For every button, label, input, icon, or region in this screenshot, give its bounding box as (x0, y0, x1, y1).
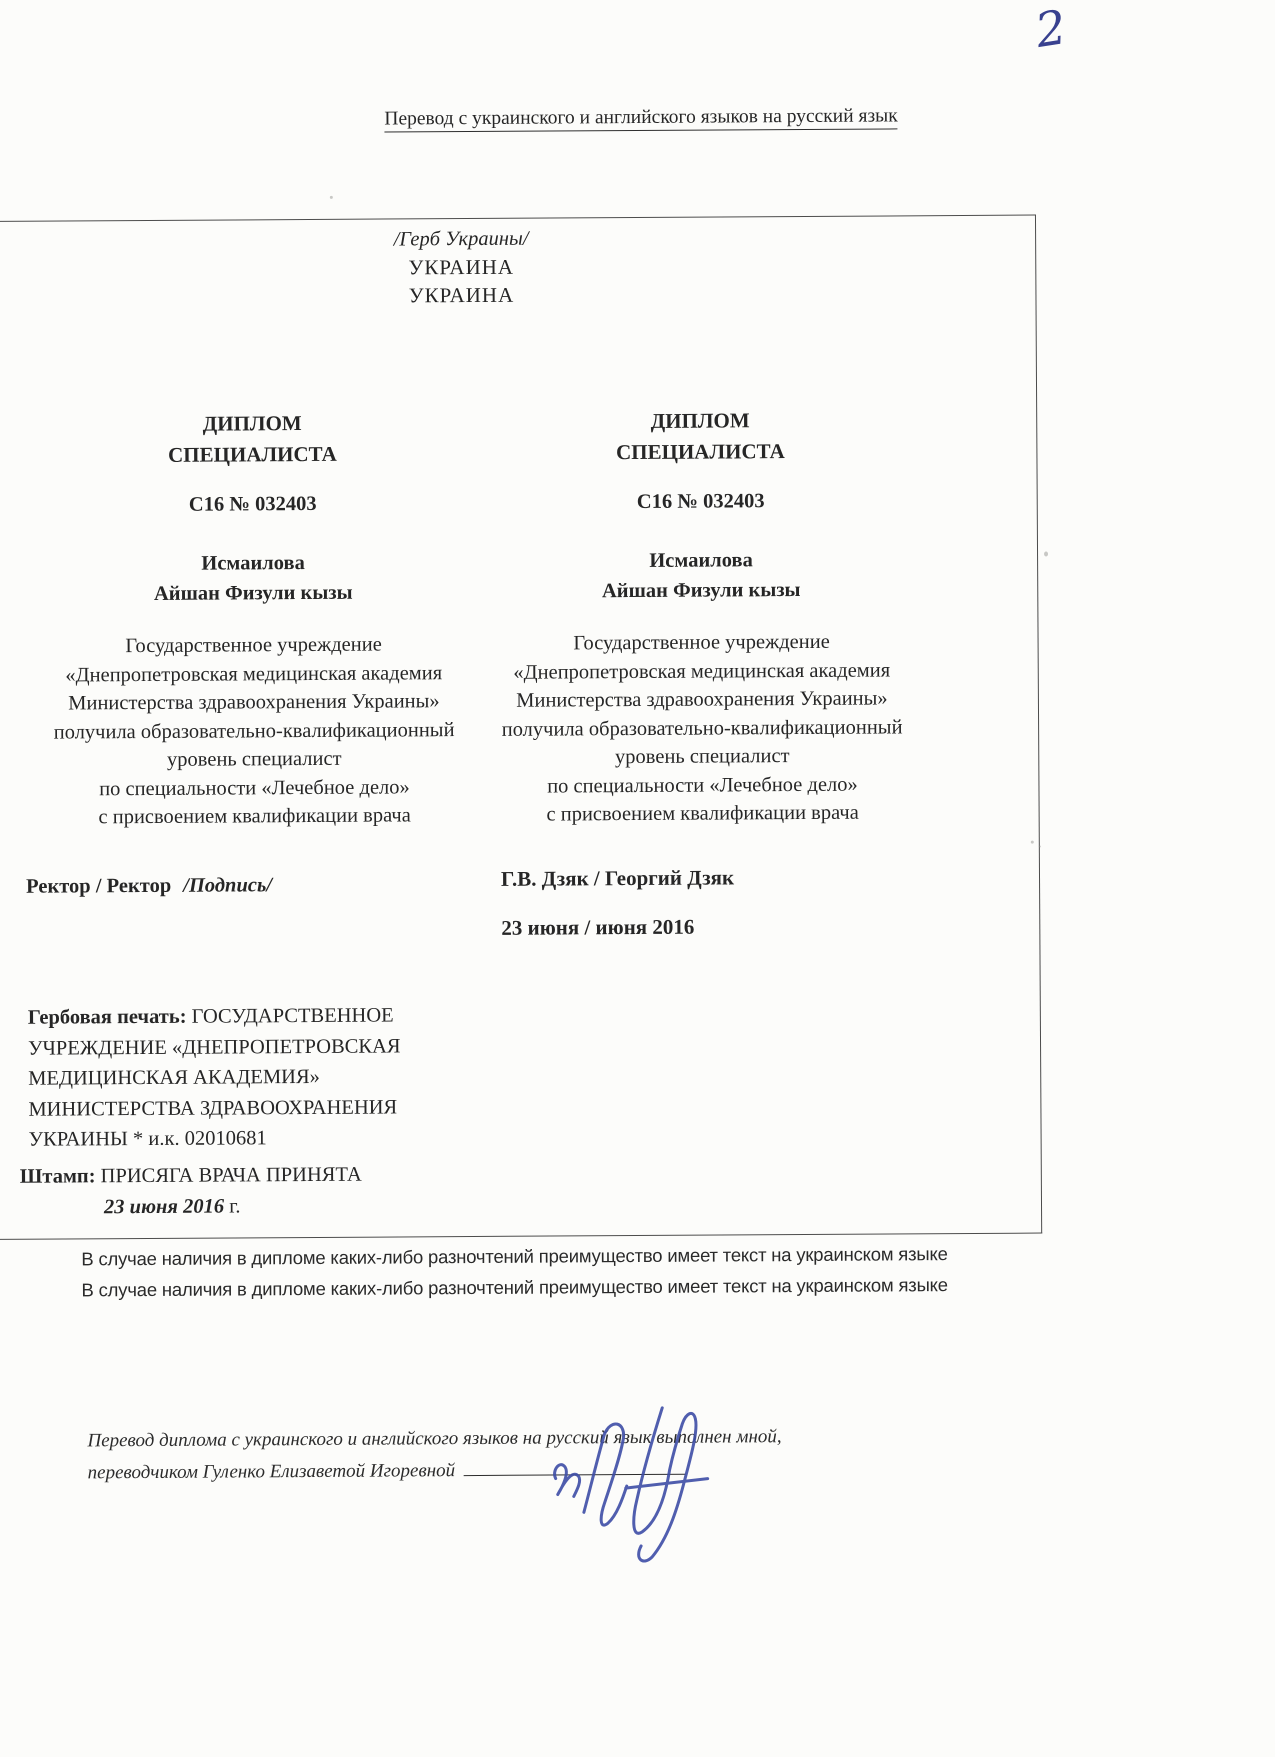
translation-header-text: Перевод с украинского и английского языков на русский язык (384, 105, 898, 132)
seal-line: УКРАИНЫ * и.к. 02010681 (28, 1127, 267, 1151)
seal-transcription (28, 1000, 489, 1155)
stamp-label: Штамп: (19, 1165, 96, 1188)
left-serial-number: С16 № 032403 (188, 492, 317, 516)
right-holder-name (476, 544, 926, 607)
stamp-date: 23 июня 2016 (103, 1195, 225, 1219)
scan-artifact (1031, 841, 1034, 844)
body-line: Государственное учреждение (573, 630, 830, 655)
diploma-date: 23 июня / июня 2016 (501, 914, 695, 940)
translator-note-line1: Перевод диплома с украинского и английского языков на русский язык выполнен мной, (87, 1426, 782, 1452)
rector-signature-line (26, 874, 272, 899)
body-line: получила образовательно-квалификационный (501, 715, 903, 741)
body-line: Государственное учреждение (125, 633, 382, 658)
left-doc-type-line2: СПЕЦИАЛИСТА (168, 441, 337, 467)
body-line: «Днепропетровская медицинская академия (65, 661, 443, 686)
country-name-line1: УКРАИНА (408, 254, 515, 280)
right-body-paragraph (466, 627, 937, 829)
body-line: с присвоением квалификации врача (98, 804, 411, 829)
seal-line: МИНИСТЕРСТВА ЗДРАВООХРАНЕНИЯ (28, 1095, 398, 1121)
emblem-block (316, 224, 607, 310)
seal-line: УЧРЕЖДЕНИЕ «ДНЕПРОПЕТРОВСКАЯ (27, 1034, 401, 1060)
body-line: уровень специалист (166, 747, 342, 771)
body-line: Министерства здравоохранения Украины» (516, 687, 888, 712)
scan-artifact (1039, 846, 1041, 848)
stamp-date-suffix: г. (229, 1195, 241, 1218)
stamp-transcription (20, 1160, 362, 1224)
rector-label: Ректор / Ректор (25, 874, 172, 898)
left-holder-name (28, 547, 478, 610)
right-holder-given-names: Айшан Физули кызы (601, 578, 801, 603)
translator-signature (541, 1401, 767, 1572)
stamp-text: ПРИСЯГА ВРАЧА ПРИНЯТА (100, 1163, 362, 1188)
left-holder-given-names: Айшан Физули кызы (153, 581, 353, 605)
seal-label: Гербовая печать: (27, 1005, 187, 1029)
translation-header (384, 105, 897, 130)
emblem-note: /Герб Украины/ (393, 227, 529, 251)
disclaimer-line-1: В случае наличия в дипломе каких-либо разночтений преимущество имеет текст на украинском языке (81, 1243, 948, 1270)
rector-name: Г.В. Дзяк / Георгий Дзяк (500, 865, 735, 891)
country-name-line2: УКРАИНА (408, 282, 515, 308)
left-doc-type (27, 407, 477, 471)
right-doc-type-line2: СПЕЦИАЛИСТА (616, 438, 785, 464)
body-line: по специальности «Лечебное дело» (99, 775, 410, 800)
right-doc-type (475, 404, 925, 468)
body-line: с присвоением квалификации врача (546, 801, 859, 826)
handwritten-page-number: 2 (1031, 0, 1071, 60)
body-line: Министерства здравоохранения Украины» (68, 690, 440, 715)
seal-line: ГОСУДАРСТВЕННОЕ (191, 1004, 394, 1028)
right-doc-type-line1: ДИПЛОМ (650, 408, 750, 433)
body-line: «Днепропетровская медицинская академия (513, 658, 891, 684)
seal-line: МЕДИЦИНСКАЯ АКАДЕМИЯ» (28, 1065, 320, 1090)
translator-note-line2: переводчиком Гуленко Елизаветой Игоревной (87, 1460, 456, 1484)
scan-artifact (330, 196, 333, 199)
body-line: уровень специалист (614, 745, 790, 769)
signature-placeholder-note: /Подпись/ (183, 874, 273, 897)
left-holder-surname: Исмаилова (201, 552, 305, 575)
disclaimer-line-2: В случае наличия в дипломе каких-либо разночтений преимущество имеет текст на украинском языке (81, 1274, 948, 1301)
scan-artifact (1044, 551, 1048, 556)
body-line: получила образовательно-квалификационный (53, 718, 455, 744)
right-holder-surname: Исмаилова (649, 549, 753, 572)
left-doc-type-line1: ДИПЛОМ (202, 411, 302, 436)
right-serial-number: С16 № 032403 (636, 490, 765, 513)
left-body-paragraph (16, 630, 491, 832)
body-line: по специальности «Лечебное дело» (547, 773, 858, 798)
